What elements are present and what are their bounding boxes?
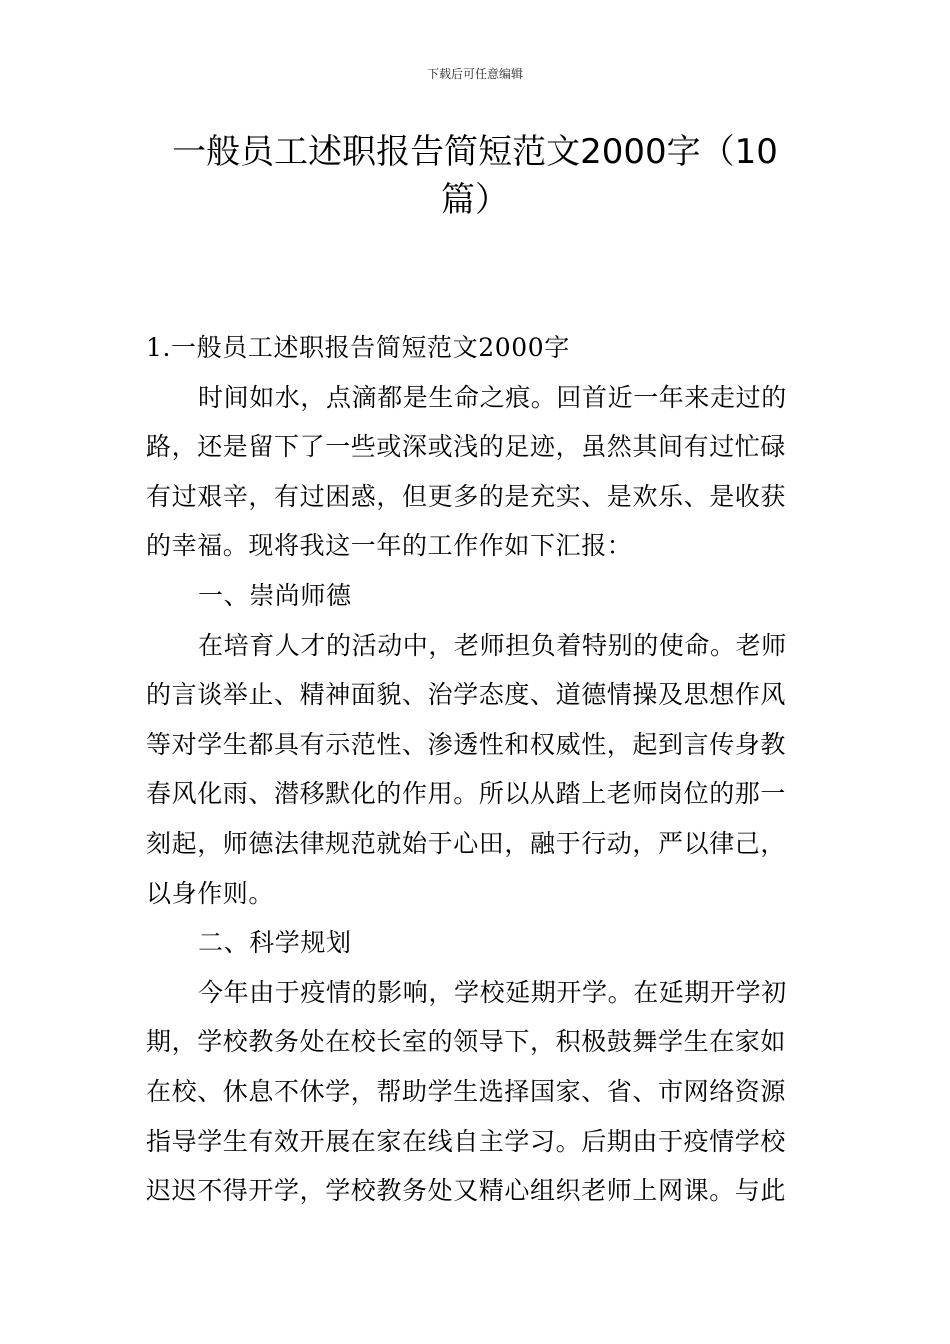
body-line: 1.一般员工述职报告简短范文2000字: [146, 333, 570, 362]
body-line: 在培育人才的活动中，老师担负着特别的使命。老师: [198, 630, 787, 660]
body-line: 的言谈举止、精神面貌、治学态度、道德情操及思想作风: [146, 680, 787, 710]
header-note: 下载后可任意编辑: [426, 67, 523, 81]
body-line: 迟迟不得开学，学校教务处又精心组织老师上网课。与此: [146, 1176, 787, 1206]
body-line: 有过艰辛，有过困惑，但更多的是充实、是欢乐、是收获: [146, 481, 787, 511]
body-line: 以身作则。: [146, 878, 275, 908]
body-line: 路，还是留下了一些或深或浅的足迹，虽然其间有过忙碌: [146, 432, 787, 462]
body-line: 今年由于疫情的影响，学校延期开学。在延期开学初: [198, 977, 787, 1007]
body-line: 指导学生有效开展在家在线自主学习。后期由于疫情学校: [146, 1126, 787, 1156]
body-line: 期，学校教务处在校长室的领导下，积极鼓舞学生在家如: [146, 1027, 787, 1057]
document-title: 一般员工述职报告简短范文2000字（10篇）: [172, 132, 778, 220]
body-line: 刻起，师德法律规范就始于心田，融于行动，严以律己，: [146, 828, 787, 858]
body-line: 一、崇尚师德: [198, 580, 352, 610]
body-line: 在校、休息不休学，帮助学生选择国家、省、市网络资源: [146, 1076, 787, 1106]
body-line: 时间如水，点滴都是生命之痕。回首近一年来走过的: [198, 382, 787, 412]
document-body: [146, 323, 808, 1216]
body-line: 春风化雨、潜移默化的作用。所以从踏上老师岗位的那一: [146, 779, 787, 809]
body-line: 等对学生都具有示范性、渗透性和权威性，起到言传身教: [146, 729, 787, 759]
body-line: 二、科学规划: [198, 928, 352, 958]
body-line: 的幸福。现将我这一年的工作作如下汇报：: [146, 531, 633, 561]
